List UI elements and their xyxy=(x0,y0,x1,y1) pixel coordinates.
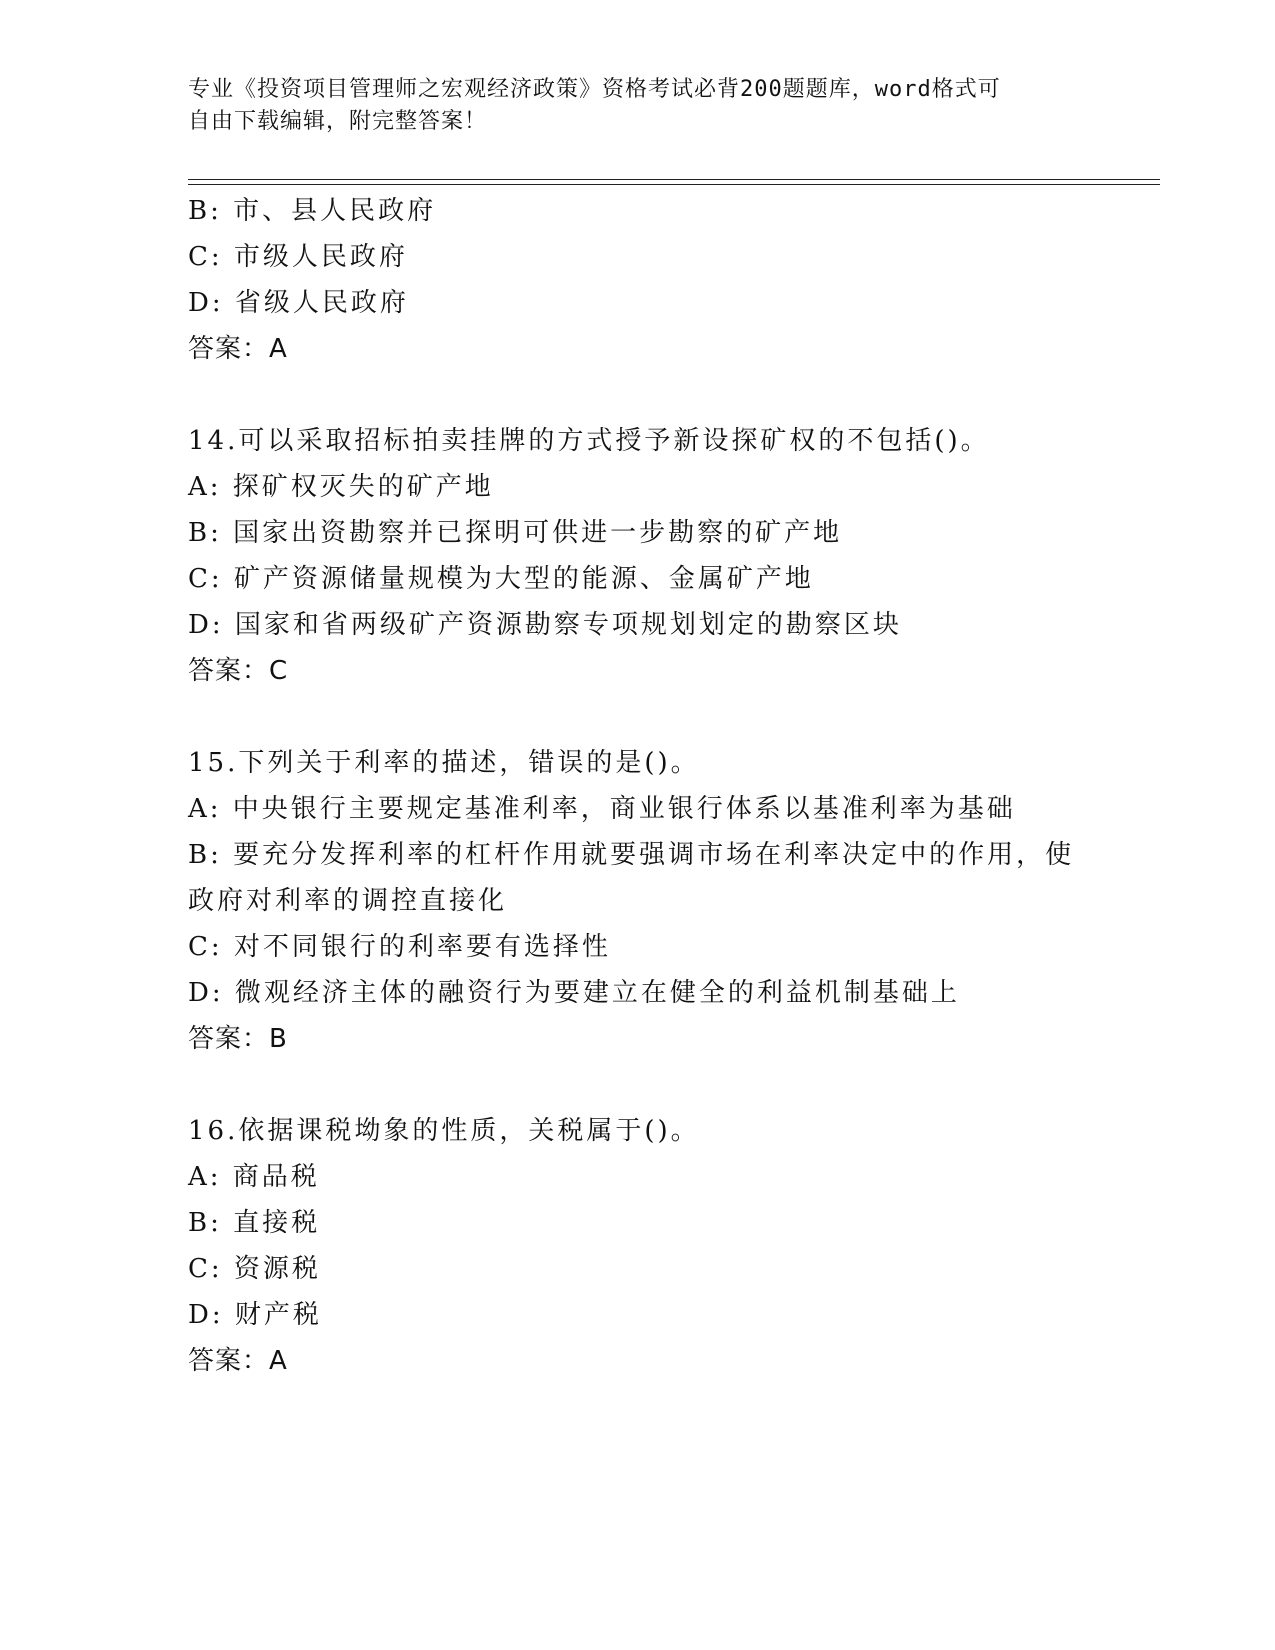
question-15 xyxy=(188,740,1088,1062)
question-16 xyxy=(188,1108,1088,1384)
spacer xyxy=(188,694,1088,740)
q16-option-b: B: 直接税 xyxy=(188,1208,321,1238)
q15-option-d: D: 微观经济主体的融资行为要建立在健全的利益机制基础上 xyxy=(188,978,960,1008)
spacer xyxy=(188,1062,1088,1108)
q16-answer: 答案：A xyxy=(188,1346,288,1376)
q13-option-c: C: 市级人民政府 xyxy=(188,242,408,272)
q14-option-d: D: 国家和省两级矿产资源勘察专项规划划定的勘察区块 xyxy=(188,610,902,640)
q15-answer: 答案：B xyxy=(188,1024,288,1054)
q15-option-a: A: 中央银行主要规定基准利率，商业银行体系以基准利率为基础 xyxy=(188,794,1016,824)
q14-answer: 答案：C xyxy=(188,656,289,686)
question-13-tail xyxy=(188,188,1088,372)
document-header xyxy=(188,74,1088,138)
q15-question: 15.下列关于利率的描述，错误的是()。 xyxy=(188,748,700,778)
q15-option-c: C: 对不同银行的利率要有选择性 xyxy=(188,932,611,962)
q15-option-b-line-2: 政府对利率的调控直接化 xyxy=(188,886,508,916)
header-divider-bottom xyxy=(188,184,1160,185)
header-line-1: 专业《投资项目管理师之宏观经济政策》资格考试必背200题题库，word格式可 xyxy=(188,77,1001,102)
q16-option-c: C: 资源税 xyxy=(188,1254,321,1284)
header-line-2: 自由下载编辑，附完整答案！ xyxy=(188,109,488,134)
q16-option-a: A: 商品税 xyxy=(188,1162,320,1192)
q14-question: 14.可以采取招标拍卖挂牌的方式授予新设探矿权的不包括()。 xyxy=(188,426,990,456)
q13-answer: 答案：A xyxy=(188,334,288,364)
q15-option-b-line-1: B: 要充分发挥利率的杠杆作用就要强调市场在利率决定中的作用，使 xyxy=(188,840,1075,870)
header-divider-top xyxy=(188,179,1160,180)
q14-option-a: A: 探矿权灭失的矿产地 xyxy=(188,472,494,502)
q16-option-d: D: 财产税 xyxy=(188,1300,322,1330)
q14-option-c: C: 矿产资源储量规模为大型的能源、金属矿产地 xyxy=(188,564,814,594)
q14-option-b: B: 国家出资勘察并已探明可供进一步勘察的矿产地 xyxy=(188,518,843,548)
q13-option-b: B: 市、县人民政府 xyxy=(188,196,437,226)
question-14 xyxy=(188,418,1088,694)
q16-question: 16.依据课税坳象的性质，关税属于()。 xyxy=(188,1116,700,1146)
spacer xyxy=(188,372,1088,418)
question-list xyxy=(188,188,1088,1384)
q13-option-d: D: 省级人民政府 xyxy=(188,288,409,318)
